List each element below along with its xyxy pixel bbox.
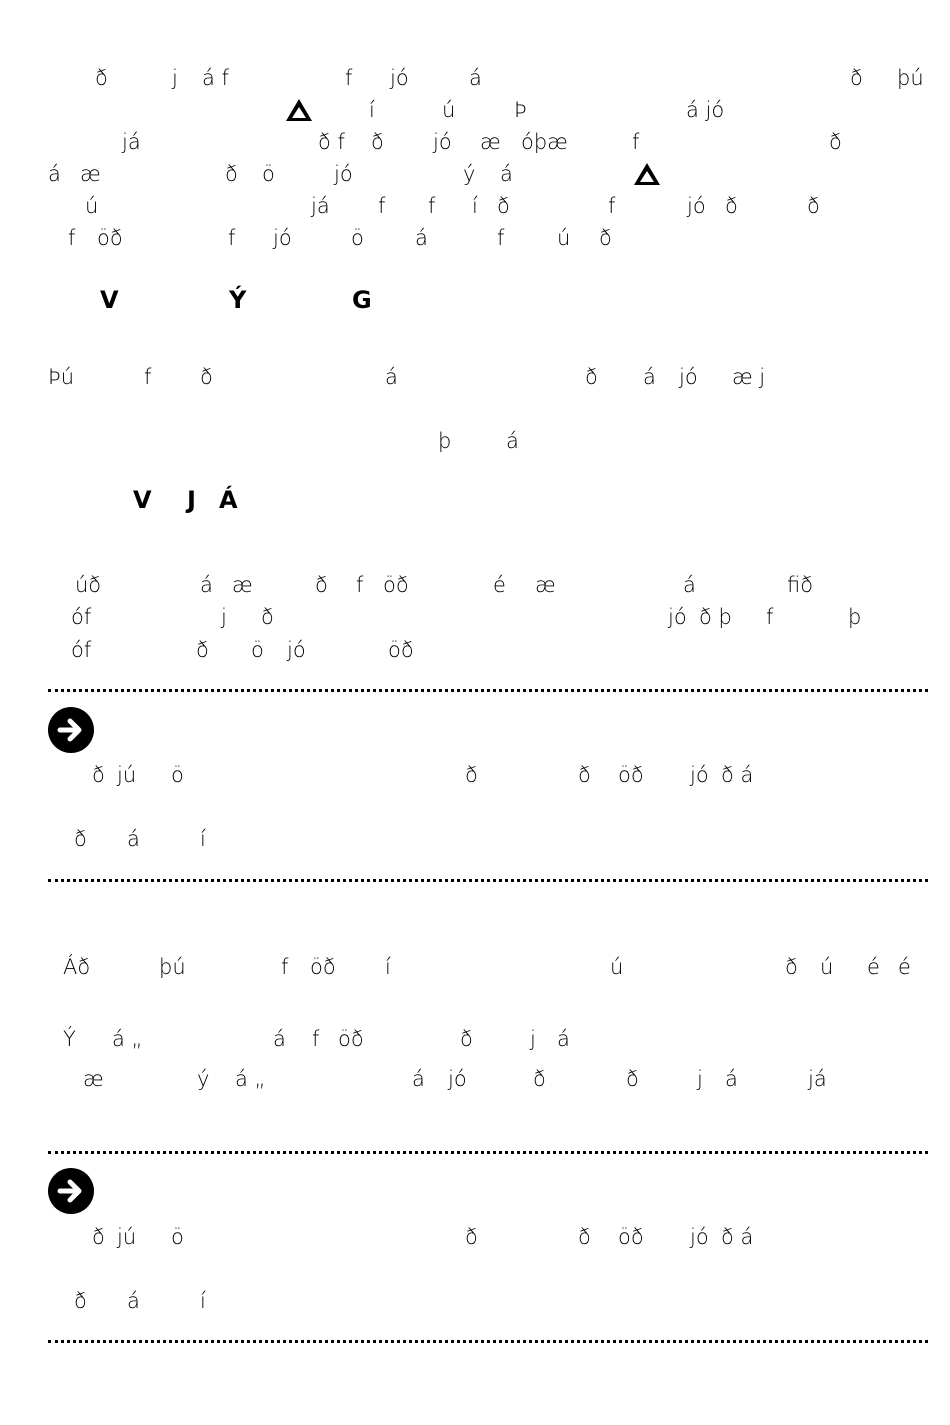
intro-line-5	[0, 190, 950, 222]
text-fragment: f	[312, 1027, 320, 1051]
text-fragment: óþæ	[521, 130, 568, 154]
text-fragment: ú	[85, 194, 99, 218]
section-heading-1	[0, 284, 950, 316]
heading-fragment: V	[133, 486, 152, 514]
text-fragment: á	[385, 365, 398, 389]
text-fragment: óf	[71, 638, 92, 662]
dotted-divider	[48, 879, 928, 882]
text-fragment: jó	[679, 365, 698, 389]
text-fragment: ð	[74, 1289, 87, 1313]
text-fragment: ð	[261, 605, 274, 629]
text-fragment: öð	[310, 955, 336, 979]
text-fragment: öð	[618, 1225, 644, 1249]
text-fragment: þú	[159, 955, 186, 979]
text-fragment: úð	[75, 573, 102, 597]
paragraph-1	[0, 361, 950, 393]
text-fragment: f	[281, 955, 289, 979]
text-fragment: ð	[497, 194, 510, 218]
text-fragment: ð	[92, 763, 105, 787]
text-fragment: f	[228, 226, 236, 250]
text-fragment: á	[127, 1289, 140, 1313]
text-fragment: ð	[850, 66, 863, 90]
text-fragment: jó	[287, 638, 306, 662]
text-fragment: jó	[433, 130, 452, 154]
text-fragment: já	[311, 194, 330, 218]
warning-triangle-icon	[285, 98, 313, 122]
text-fragment: jú	[117, 763, 137, 787]
text-fragment: á	[683, 573, 696, 597]
intro-line-6	[0, 222, 950, 254]
text-fragment: f	[497, 226, 505, 250]
paragraph-4	[0, 951, 950, 983]
text-fragment: ð	[578, 1225, 591, 1249]
text-fragment: ö	[251, 638, 264, 662]
text-fragment: á	[415, 226, 428, 250]
arrow-right-circle-icon[interactable]	[48, 1168, 94, 1214]
text-fragment: æ	[83, 1067, 104, 1091]
text-fragment: á	[506, 429, 519, 453]
text-fragment: ð	[371, 130, 384, 154]
text-fragment: j	[530, 1027, 536, 1051]
text-fragment: á	[557, 1027, 570, 1051]
text-fragment: ð	[599, 226, 612, 250]
text-fragment: æ	[232, 573, 253, 597]
heading-fragment: V	[100, 286, 119, 314]
text-fragment: jó	[690, 1225, 709, 1249]
text-fragment: þ	[848, 605, 862, 629]
text-fragment: ð	[200, 365, 213, 389]
text-fragment: á	[273, 1027, 286, 1051]
text-fragment: ð	[785, 955, 798, 979]
text-fragment: é	[898, 955, 911, 979]
text-fragment: Áð	[63, 955, 91, 979]
text-fragment: ð	[585, 365, 598, 389]
text-fragment: j	[697, 1067, 703, 1091]
text-fragment: öð	[338, 1027, 364, 1051]
text-fragment: ð á	[721, 1225, 754, 1249]
text-fragment: Þú	[48, 365, 75, 389]
text-fragment: ö	[262, 162, 275, 186]
text-fragment: á f	[202, 66, 229, 90]
text-fragment: f	[378, 194, 386, 218]
text-fragment: ö	[351, 226, 364, 250]
paragraph-5-line-2	[0, 1063, 950, 1095]
text-fragment: ð	[807, 194, 820, 218]
text-fragment: öð	[383, 573, 409, 597]
text-fragment: ð	[196, 638, 209, 662]
text-fragment: í	[385, 955, 391, 979]
text-fragment: ú	[610, 955, 624, 979]
text-fragment: Þ	[514, 98, 527, 122]
text-fragment: á	[725, 1067, 738, 1091]
dotted-divider	[48, 1340, 928, 1343]
text-fragment: þú	[897, 66, 924, 90]
text-fragment: ð	[829, 130, 842, 154]
text-fragment: í	[369, 98, 375, 122]
text-fragment: í	[472, 194, 478, 218]
note-box-1-line-2	[0, 823, 950, 855]
text-fragment: jó	[390, 66, 409, 90]
intro-line-3	[0, 126, 950, 158]
intro-line-1	[0, 62, 950, 94]
text-fragment: jú	[117, 1225, 137, 1249]
text-fragment: ð	[725, 194, 738, 218]
intro-line-4	[0, 158, 950, 190]
text-fragment: ð	[74, 827, 87, 851]
text-fragment: f	[766, 605, 774, 629]
section-heading-2	[0, 484, 950, 516]
text-fragment: jó	[668, 605, 687, 629]
text-fragment: j	[172, 66, 178, 90]
text-fragment: f	[428, 194, 436, 218]
text-fragment: Ý	[63, 1027, 76, 1051]
heading-fragment: Ý	[229, 286, 247, 314]
text-fragment: í	[200, 1289, 206, 1313]
text-fragment: já	[808, 1067, 827, 1091]
text-fragment: f	[632, 130, 640, 154]
text-fragment: æ	[480, 130, 501, 154]
text-fragment: ð	[465, 1225, 478, 1249]
text-fragment: ð	[626, 1067, 639, 1091]
text-fragment: ð	[460, 1027, 473, 1051]
warning-triangle-icon	[633, 162, 661, 186]
text-fragment: ö	[171, 763, 184, 787]
text-fragment: ð	[533, 1067, 546, 1091]
text-fragment: á „	[235, 1067, 266, 1091]
text-fragment: ú	[557, 226, 571, 250]
text-fragment: öð	[618, 763, 644, 787]
text-fragment: f	[356, 573, 364, 597]
paragraph-3-line-2	[0, 601, 950, 633]
note-box-2-line-1	[0, 1221, 950, 1253]
text-fragment: ú	[442, 98, 456, 122]
text-fragment: öð	[388, 638, 414, 662]
text-fragment: f	[68, 226, 76, 250]
paragraph-3-line-3	[0, 634, 950, 666]
note-box-2-line-2	[0, 1285, 950, 1317]
text-fragment: fið	[787, 573, 814, 597]
text-fragment: jó	[334, 162, 353, 186]
text-fragment: f	[345, 66, 353, 90]
note-box-1-line-1	[0, 759, 950, 791]
heading-fragment: J	[187, 486, 196, 514]
text-fragment: jó	[687, 194, 706, 218]
text-fragment: jó	[448, 1067, 467, 1091]
text-fragment: ð	[92, 1225, 105, 1249]
text-fragment: ð f	[318, 130, 345, 154]
text-fragment: jó	[273, 226, 292, 250]
text-fragment: á	[469, 66, 482, 90]
text-fragment: á	[412, 1067, 425, 1091]
text-fragment: æ	[80, 162, 101, 186]
text-fragment: æ j	[732, 365, 766, 389]
text-fragment: í	[200, 827, 206, 851]
text-fragment: f	[608, 194, 616, 218]
dotted-divider	[48, 689, 928, 692]
text-fragment: ð á	[721, 763, 754, 787]
text-fragment: á	[48, 162, 61, 186]
text-fragment: ð þ	[699, 605, 732, 629]
text-fragment: á	[127, 827, 140, 851]
text-fragment: é	[867, 955, 880, 979]
text-fragment: á	[200, 573, 213, 597]
text-fragment: já	[122, 130, 141, 154]
text-fragment: ú	[820, 955, 834, 979]
arrow-right-circle-icon[interactable]	[48, 707, 94, 753]
heading-fragment: G	[352, 286, 372, 314]
text-fragment: jó	[690, 763, 709, 787]
text-fragment: ð	[225, 162, 238, 186]
text-fragment: á „	[112, 1027, 143, 1051]
text-fragment: ð	[578, 763, 591, 787]
text-fragment: ð	[465, 763, 478, 787]
text-fragment: á jó	[686, 98, 725, 122]
intro-line-2	[0, 94, 950, 126]
text-fragment: é	[493, 573, 506, 597]
text-fragment: þ	[438, 429, 452, 453]
text-fragment: á	[643, 365, 656, 389]
text-fragment: ý	[463, 162, 476, 186]
text-fragment: ö	[171, 1225, 184, 1249]
text-fragment: j	[221, 605, 227, 629]
dotted-divider	[48, 1151, 928, 1154]
paragraph-3-line-1	[0, 569, 950, 601]
text-fragment: óf	[71, 605, 92, 629]
paragraph-5-line-1	[0, 1023, 950, 1055]
text-fragment: ð	[95, 66, 108, 90]
heading-fragment: Á	[219, 486, 238, 514]
text-fragment: æ	[535, 573, 556, 597]
paragraph-2	[0, 425, 950, 457]
text-fragment: á	[500, 162, 513, 186]
text-fragment: f	[144, 365, 152, 389]
text-fragment: ð	[315, 573, 328, 597]
text-fragment: öð	[97, 226, 123, 250]
text-fragment: ý	[197, 1067, 210, 1091]
